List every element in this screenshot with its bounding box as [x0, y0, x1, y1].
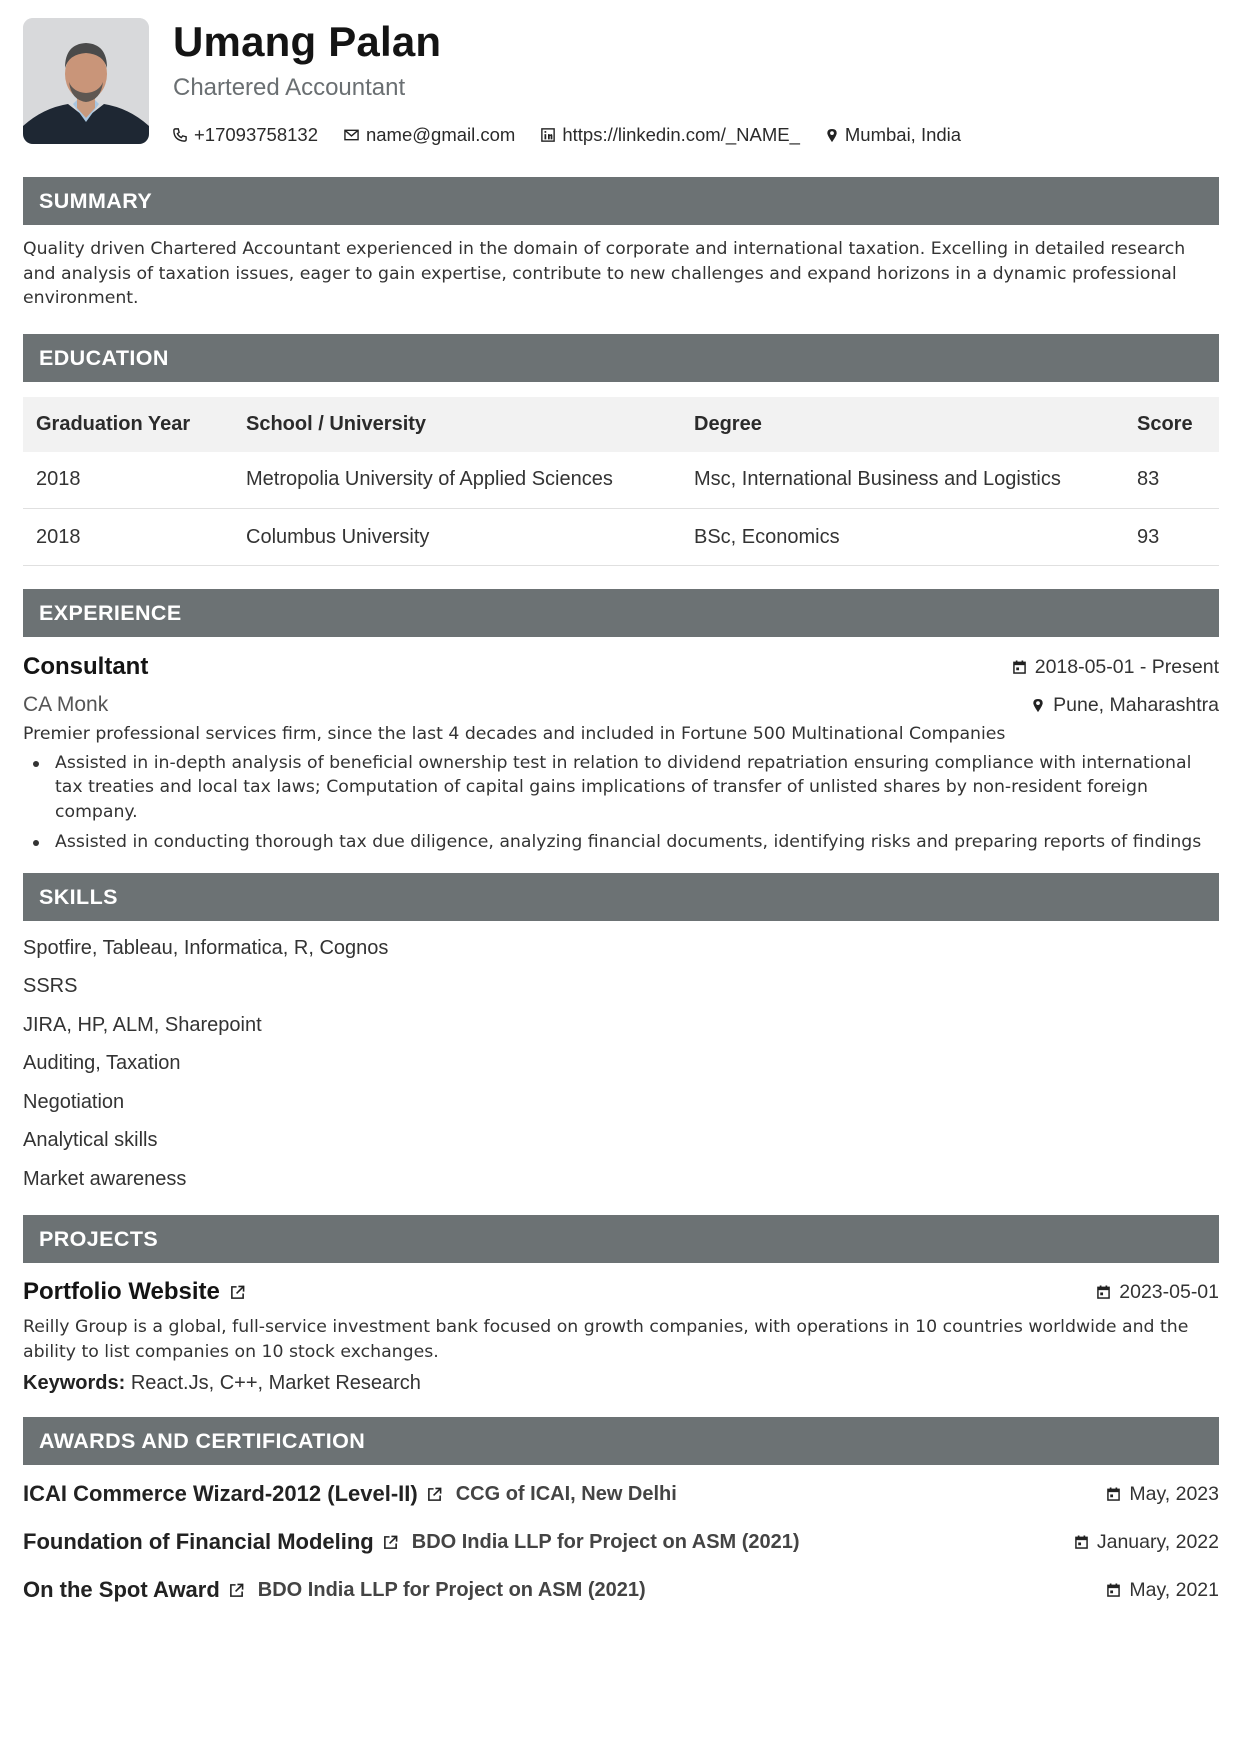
table-row [23, 452, 1219, 509]
calendar-icon [1013, 660, 1026, 674]
mail-icon [344, 129, 359, 141]
external-link-icon[interactable] [427, 1487, 442, 1502]
external-link-icon[interactable] [383, 1535, 398, 1550]
linkedin-icon [541, 128, 555, 142]
awards-section-header: AWARDS AND CERTIFICATION [23, 1417, 1219, 1465]
experience-entry [23, 653, 1219, 855]
contact-email[interactable] [344, 124, 515, 146]
list-item: Assisted in conducting thorough tax due diligence, analyzing financial documents, identifying risks and preparing reports of findings [23, 830, 1219, 855]
skills-section-header: SKILLS [23, 873, 1219, 921]
header-info [173, 18, 987, 146]
location-pin-icon [1032, 698, 1044, 713]
calendar-icon [1107, 1583, 1120, 1597]
education-table [23, 397, 1219, 567]
project-title[interactable] [23, 1278, 245, 1306]
project-description: Reilly Group is a global, full-service investment bank focused on growth companies, with operations in 10 countries worldwide and the ability to list companies on 10 stock exchanges. [23, 1317, 1189, 1362]
project-entry [23, 1278, 1219, 1395]
contact-linkedin[interactable] [541, 124, 800, 146]
education-header-row [23, 397, 1219, 452]
job-location-text: Pune, Maharashtra [1053, 693, 1219, 716]
skill-item: SSRS [23, 975, 78, 997]
project-keywords [23, 1372, 1219, 1395]
location-pin-icon [826, 128, 838, 143]
phone-icon [173, 128, 187, 142]
projects-section-header: PROJECTS [23, 1215, 1219, 1263]
experience-section-header: EXPERIENCE [23, 589, 1219, 637]
calendar-icon [1107, 1487, 1120, 1501]
education-section-header: EDUCATION [23, 334, 1219, 382]
award-item [23, 1566, 1219, 1614]
profile-photo [23, 18, 149, 144]
award-title[interactable]: ICAI Commerce Wizard-2012 (Level-II) [23, 1481, 418, 1506]
calendar-icon [1097, 1285, 1110, 1299]
list-item: Assisted in in-depth analysis of beneficial ownership test in relation to dividend repatriation ensuring compliance with international tax treaties and local tax laws; Computation of capital gains implications of transfer of unlisted shares by non-resident foreign company. [23, 751, 1219, 825]
contact-phone [173, 124, 318, 146]
skill-item: Spotfire, Tableau, Informatica, R, Cognos [23, 936, 389, 959]
award-issuer: BDO India LLP for Project on ASM (2021) [257, 1578, 646, 1601]
table-cell: 2018 [23, 452, 233, 509]
award-title[interactable]: On the Spot Award [23, 1577, 220, 1602]
skill-item: Analytical skills [23, 1129, 158, 1151]
award-date [1075, 1531, 1219, 1554]
email-text: name@gmail.com [365, 124, 516, 145]
external-link-icon[interactable] [229, 1583, 244, 1598]
column-header: Graduation Year [23, 397, 233, 452]
award-item [23, 1470, 1219, 1518]
award-date [1107, 1579, 1219, 1602]
column-header: School / University [233, 397, 681, 452]
project-title-text: Portfolio Website [23, 1278, 220, 1305]
candidate-title: Chartered Accountant [173, 74, 406, 101]
contact-list [173, 124, 987, 146]
keywords-text: React.Js, C++, Market Research [130, 1372, 421, 1394]
table-cell: 2018 [23, 509, 233, 566]
external-link-icon[interactable] [230, 1285, 245, 1300]
award-date-text: May, 2021 [1129, 1578, 1219, 1601]
keywords-label: Keywords: [23, 1372, 126, 1394]
award-issuer: CCG of ICAI, New Delhi [455, 1482, 677, 1505]
award-date [1107, 1483, 1219, 1506]
company-name: CA Monk [23, 693, 109, 716]
award-date-text: January, 2022 [1096, 1530, 1219, 1553]
location-text: Mumbai, India [844, 124, 962, 145]
skill-item: JIRA, HP, ALM, Sharepoint [23, 1013, 262, 1036]
skill-item: Market awareness [23, 1167, 187, 1190]
job-description: Premier professional services firm, since the last 4 decades and included in Fortune 500 Multinational Companies [23, 724, 1006, 744]
job-location [1032, 694, 1219, 717]
job-dates-text: 2018-05-01 - Present [1034, 655, 1219, 678]
project-date [1097, 1281, 1219, 1304]
table-cell: 83 [1124, 452, 1219, 509]
job-dates [1013, 656, 1219, 679]
table-row [23, 509, 1219, 566]
phone-text: +17093758132 [194, 124, 318, 145]
column-header: Degree [681, 397, 1124, 452]
award-item [23, 1518, 1219, 1566]
calendar-icon [1075, 1535, 1088, 1549]
summary-text: Quality driven Chartered Accountant experienced in the domain of corporate and international taxation. Excelling in detailed research and analysis of taxation issues, eager to gain expertise, contribute to new challenges and expand horizons in a dynamic professional environment. [23, 239, 1186, 308]
linkedin-text: https://linkedin.com/_NAME_ [562, 124, 800, 145]
table-cell: 93 [1124, 509, 1219, 566]
table-cell: BSc, Economics [681, 509, 1124, 566]
job-title: Consultant [23, 653, 149, 680]
column-header: Score [1124, 397, 1219, 452]
table-cell: Msc, International Business and Logistics [681, 452, 1124, 509]
contact-location [826, 124, 961, 146]
awards-list [23, 1470, 1219, 1614]
award-title[interactable]: Foundation of Financial Modeling [23, 1529, 374, 1554]
candidate-name: Umang Palan [173, 18, 442, 65]
skill-item: Negotiation [23, 1090, 125, 1113]
summary-section-header: SUMMARY [23, 177, 1219, 225]
resume-header [23, 18, 1219, 146]
award-issuer: BDO India LLP for Project on ASM (2021) [411, 1530, 800, 1553]
job-bullets [23, 751, 1219, 855]
table-cell: Metropolia University of Applied Sciences [233, 452, 681, 509]
skills-list [23, 929, 1219, 1199]
skill-item: Auditing, Taxation [23, 1052, 181, 1074]
award-date-text: May, 2023 [1129, 1482, 1219, 1505]
resume-page [23, 18, 1219, 1614]
table-cell: Columbus University [233, 509, 681, 566]
project-date-text: 2023-05-01 [1119, 1280, 1219, 1303]
